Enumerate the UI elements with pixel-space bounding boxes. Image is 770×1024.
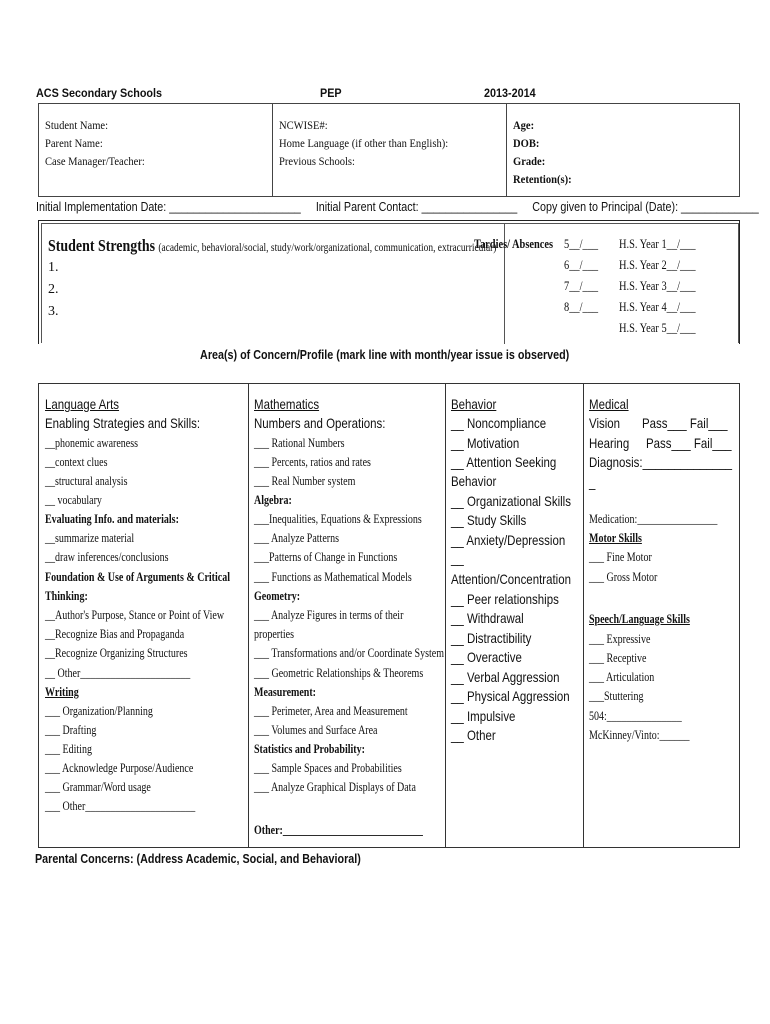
- math-item[interactable]: ___ Real Number system: [254, 474, 356, 488]
- form-title: PEP: [320, 86, 342, 100]
- tardies-hs-1[interactable]: H.S. Year 1__/___: [619, 236, 696, 251]
- la-other-field[interactable]: ___ Other______________________: [45, 799, 196, 813]
- behavior-item[interactable]: __ Verbal Aggression: [451, 669, 560, 685]
- tardies-hs-3[interactable]: H.S. Year 3__/___: [619, 278, 696, 293]
- behavior-item[interactable]: __ Organizational Skills: [451, 493, 571, 509]
- tardies-grade-5[interactable]: 5__/___: [564, 236, 599, 251]
- la-title: Language Arts: [45, 396, 120, 412]
- la-evaluating-heading: Evaluating Info. and materials:: [45, 512, 179, 526]
- tardies-hs-4[interactable]: H.S. Year 4__/___: [619, 299, 696, 314]
- la-item[interactable]: __summarize material: [45, 531, 135, 545]
- la-item[interactable]: ___ Editing: [45, 742, 92, 756]
- diagnosis-field[interactable]: Diagnosis:______________: [589, 454, 732, 470]
- behavior-blank[interactable]: __: [451, 550, 464, 566]
- la-item[interactable]: __Recognize Bias and Propaganda: [45, 627, 185, 641]
- la-item[interactable]: __Recognize Organizing Structures: [45, 646, 188, 660]
- math-algebra-heading: Algebra:: [254, 493, 292, 507]
- math-item[interactable]: ___ Volumes and Surface Area: [254, 723, 378, 737]
- retention-field[interactable]: Retention(s):: [513, 172, 572, 186]
- behavior-item[interactable]: __ Other: [451, 727, 496, 743]
- medical-column: [584, 384, 739, 847]
- la-foundation-heading-2: Thinking:: [45, 589, 88, 603]
- case-manager-field[interactable]: Case Manager/Teacher:: [45, 154, 145, 168]
- la-item[interactable]: __context clues: [45, 455, 108, 469]
- math-item[interactable]: ___ Analyze Graphical Displays of Data: [254, 780, 416, 794]
- behavior-item[interactable]: __ Impulsive: [451, 708, 516, 724]
- math-item[interactable]: ___ Rational Numbers: [254, 436, 345, 450]
- grade-field[interactable]: Grade:: [513, 154, 546, 168]
- behavior-item[interactable]: __ Study Skills: [451, 512, 527, 528]
- la-writing-heading: Writing: [45, 685, 79, 699]
- strengths-inner: [41, 223, 739, 343]
- principal-copy-field[interactable]: Copy given to Principal (Date): _____________: [532, 200, 759, 214]
- tardies-hs-2[interactable]: H.S. Year 2__/___: [619, 257, 696, 272]
- tardies-grade-6[interactable]: 6__/___: [564, 257, 599, 272]
- medical-item[interactable]: ___ Gross Motor: [589, 570, 658, 584]
- la-item[interactable]: __Author's Purpose, Stance or Point of View: [45, 608, 225, 622]
- medical-title: Medical: [589, 396, 629, 412]
- la-subtitle: Enabling Strategies and Skills:: [45, 415, 201, 431]
- math-stats-heading: Statistics and Probability:: [254, 742, 365, 756]
- behavior-item[interactable]: __ Attention Seeking: [451, 454, 557, 470]
- info-col-age: [507, 104, 739, 196]
- language-arts-column: [39, 384, 249, 847]
- math-item[interactable]: ___ Sample Spaces and Probabilities: [254, 761, 402, 775]
- hearing-pass-fail[interactable]: Pass___ Fail___: [646, 435, 732, 451]
- speech-language-heading: Speech/Language Skills: [589, 612, 690, 626]
- behavior-item-continued: Behavior: [451, 473, 497, 489]
- behavior-item[interactable]: __ Peer relationships: [451, 591, 559, 607]
- math-item[interactable]: ___ Percents, ratios and rates: [254, 455, 371, 469]
- la-item[interactable]: __draw inferences/conclusions: [45, 550, 169, 564]
- la-item[interactable]: ___ Acknowledge Purpose/Audience: [45, 761, 194, 775]
- medication-field[interactable]: Medication:________________: [589, 512, 718, 526]
- strength-1[interactable]: 1.: [48, 260, 59, 275]
- math-subtitle: Numbers and Operations:: [254, 415, 386, 431]
- areas-grid: [38, 383, 740, 848]
- math-item[interactable]: ___ Perimeter, Area and Measurement: [254, 704, 408, 718]
- tardies-grade-7[interactable]: 7__/___: [564, 278, 599, 293]
- mckinney-field[interactable]: McKinney/Vinto:______: [589, 728, 690, 742]
- math-title: Mathematics: [254, 396, 320, 412]
- tardies-grade-8[interactable]: 8__/___: [564, 299, 599, 314]
- math-item[interactable]: ___Patterns of Change in Functions: [254, 550, 398, 564]
- la-item[interactable]: __structural analysis: [45, 474, 128, 488]
- school-year: 2013-2014: [484, 86, 536, 100]
- math-item[interactable]: ___ Transformations and/or Coordinate System: [254, 646, 444, 660]
- strengths-heading: [48, 236, 496, 256]
- math-measurement-heading: Measurement:: [254, 685, 317, 699]
- student-name-field[interactable]: Student Name:: [45, 118, 109, 132]
- parent-contact-field[interactable]: Initial Parent Contact: ________________: [315, 200, 518, 214]
- medical-item[interactable]: ___ Articulation: [589, 670, 655, 684]
- behavior-item[interactable]: __ Physical Aggression: [451, 688, 570, 704]
- home-language-field[interactable]: Home Language (if other than English):: [279, 136, 449, 150]
- la-other-field[interactable]: __ Other______________________: [45, 666, 191, 680]
- strength-2[interactable]: 2.: [48, 282, 59, 297]
- behavior-item[interactable]: __ Withdrawal: [451, 610, 524, 626]
- math-item[interactable]: ___ Functions as Mathematical Models: [254, 570, 412, 584]
- behavior-item[interactable]: __ Overactive: [451, 649, 522, 665]
- la-item[interactable]: __phonemic awareness: [45, 436, 139, 450]
- medical-item[interactable]: ___ Expressive: [589, 632, 651, 646]
- info-col-school: [273, 104, 507, 196]
- la-item[interactable]: ___ Grammar/Word usage: [45, 780, 151, 794]
- vision-label: Vision: [589, 415, 621, 431]
- la-foundation-heading: Foundation & Use of Arguments & Critical: [45, 570, 230, 584]
- behavior-item[interactable]: __ Distractibility: [451, 630, 532, 646]
- math-item[interactable]: ___ Analyze Figures in terms of their: [254, 608, 404, 622]
- math-item[interactable]: ___ Analyze Patterns: [254, 531, 339, 545]
- la-item[interactable]: ___ Drafting: [45, 723, 97, 737]
- strengths-subtitle: (academic, behavioral/social, study/work/organizational, communication, extracurricular): [158, 242, 497, 254]
- tardies-hs-5[interactable]: H.S. Year 5__/___: [619, 320, 696, 335]
- attention-heading: Attention/Concentration: [451, 571, 571, 587]
- ncwise-field[interactable]: NCWISE#:: [279, 118, 328, 132]
- la-item[interactable]: __ vocabulary: [45, 493, 102, 507]
- dates-line: [36, 200, 770, 214]
- behavior-item[interactable]: __ Anxiety/Depression: [451, 532, 566, 548]
- motor-skills-heading: Motor Skills: [589, 531, 642, 545]
- math-item-continued: properties: [254, 627, 294, 641]
- s504-field[interactable]: 504:_______________: [589, 709, 682, 723]
- la-item[interactable]: ___ Organization/Planning: [45, 704, 153, 718]
- implementation-date-field[interactable]: Initial Implementation Date: ______________________: [36, 200, 301, 214]
- info-col-student: [39, 104, 273, 196]
- medical-item[interactable]: ___ Receptive: [589, 651, 647, 665]
- math-other-field[interactable]: Other:____________________________: [254, 823, 423, 837]
- math-geometry-heading: Geometry:: [254, 589, 301, 603]
- hearing-label: Hearing: [589, 435, 630, 451]
- strengths-title: Student Strengths: [48, 236, 156, 255]
- behavior-item[interactable]: __ Noncompliance: [451, 415, 547, 431]
- strengths-box: [38, 220, 740, 344]
- dob-field[interactable]: DOB:: [513, 136, 540, 150]
- behavior-item[interactable]: __ Motivation: [451, 435, 520, 451]
- parental-concerns-heading: Parental Concerns: (Address Academic, Social, and Behavioral): [35, 852, 361, 866]
- areas-title-text: Area(s) of Concern/Profile (mark line with month/year issue is observed): [200, 348, 570, 362]
- behavior-title: Behavior: [451, 396, 497, 412]
- medical-item[interactable]: ___Stuttering: [589, 689, 644, 703]
- parent-name-field[interactable]: Parent Name:: [45, 136, 103, 150]
- math-item[interactable]: ___ Geometric Relationships & Theorems: [254, 666, 424, 680]
- student-info-box: [38, 103, 740, 197]
- school-name: ACS Secondary Schools: [36, 86, 163, 100]
- previous-schools-field[interactable]: Previous Schools:: [279, 154, 355, 168]
- behavior-column: [446, 384, 584, 847]
- mathematics-column: [249, 384, 446, 847]
- tardies-label: Tardies/ Absences: [474, 236, 554, 251]
- medical-item[interactable]: ___ Fine Motor: [589, 550, 652, 564]
- vision-pass-fail[interactable]: Pass___ Fail___: [642, 415, 728, 431]
- strength-3[interactable]: 3.: [48, 304, 59, 319]
- math-item[interactable]: ___Inequalities, Equations & Expressions: [254, 512, 422, 526]
- diagnosis-continued: _: [589, 474, 596, 490]
- areas-of-concern-title: [0, 348, 770, 362]
- age-field[interactable]: Age:: [513, 118, 535, 132]
